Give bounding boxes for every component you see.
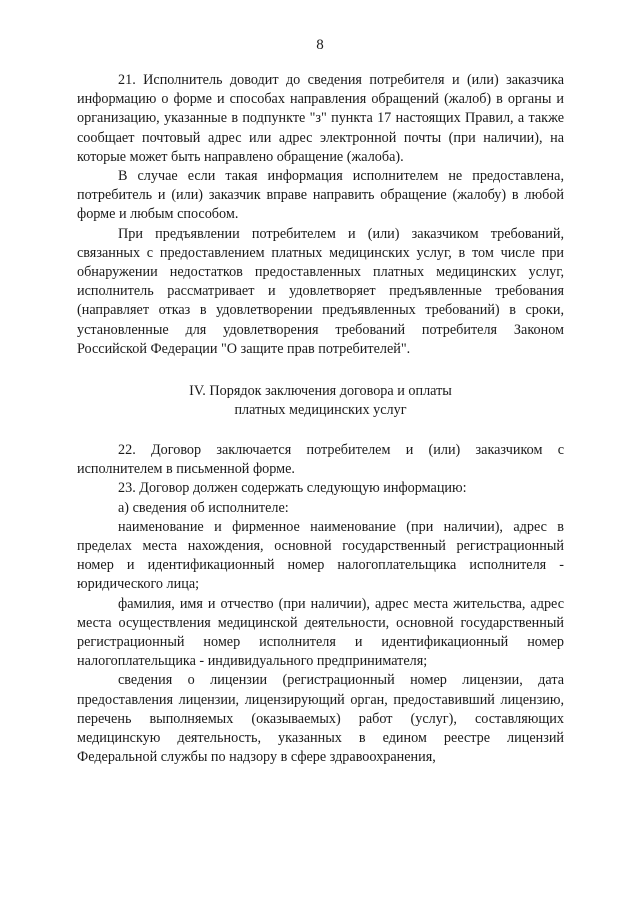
- document-body: [77, 71, 564, 768]
- paragraph-requirements: При предъявлении потребителем и (или) заказчиком требований, связанных с предоставлением платных медицинских услуг, в том числе при обнаружении недостатков предоставленных платных медицинских услуг, исполнитель рассматривает и удовлетворяет предъявленные требования (направляет отказ в удовлетворении предъявленных требований) в сроки, установленные для удовлетворения требований потребителя Законом Российской Федерации "О защите прав потребителей".: [77, 225, 564, 357]
- section-heading: [77, 359, 564, 441]
- section-heading-line-2: платных медицинских услуг: [234, 402, 407, 419]
- section-heading-line-1: IV. Порядок заключения договора и оплаты: [189, 383, 452, 400]
- paragraph-no-information: В случае если такая информация исполнителем не предоставлена, потребитель и (или) заказчик вправе направить обращение (жалобу) в любой форме и любым способом.: [77, 168, 564, 223]
- paragraph-21: 21. Исполнитель доводит до сведения потребителя и (или) заказчика информацию о форме и способах направления обращений (жалоб) в органы и организацию, указанные в подпункте "з" пункта 17 настоящих Правил, а также сообщает почтовый адрес или адрес электронной почты (при наличии), на которые может быть направлено обращение (жалоба).: [77, 72, 564, 165]
- paragraph-22: 22. Договор заключается потребителем и (или) заказчиком с исполнителем в письменной форме.: [77, 442, 564, 478]
- paragraph-23: 23. Договор должен содержать следующую информацию:: [118, 480, 467, 497]
- page-number: 8: [316, 37, 324, 53]
- paragraph-license: сведения о лицензии (регистрационный номер лицензии, дата предоставления лицензии, лицензирующий орган, предоставивший лицензию, перечень выполняемых (оказываемых) работ (услуг), составляющих медицинскую деятельность, указанных в едином реестре лицензий Федеральной службы по надзору в сфере здравоохранения,: [77, 672, 564, 766]
- paragraph-legal-entity: наименование и фирменное наименование (при наличии), адрес в пределах места нахождения, основной государственный регистрационный номер и идентификационный номер налогоплательщика исполнителя - юридического лица;: [77, 518, 564, 593]
- paragraph-individual-entrepreneur: фамилия, имя и отчество (при наличии), адрес места жительства, адрес места осуществления медицинской деятельности, основной государственный регистрационный номер исполнителя и идентификационный номер налогоплательщика - индивидуального предпринимателя;: [77, 595, 564, 670]
- subparagraph-a: а) сведения об исполнителе:: [118, 499, 289, 516]
